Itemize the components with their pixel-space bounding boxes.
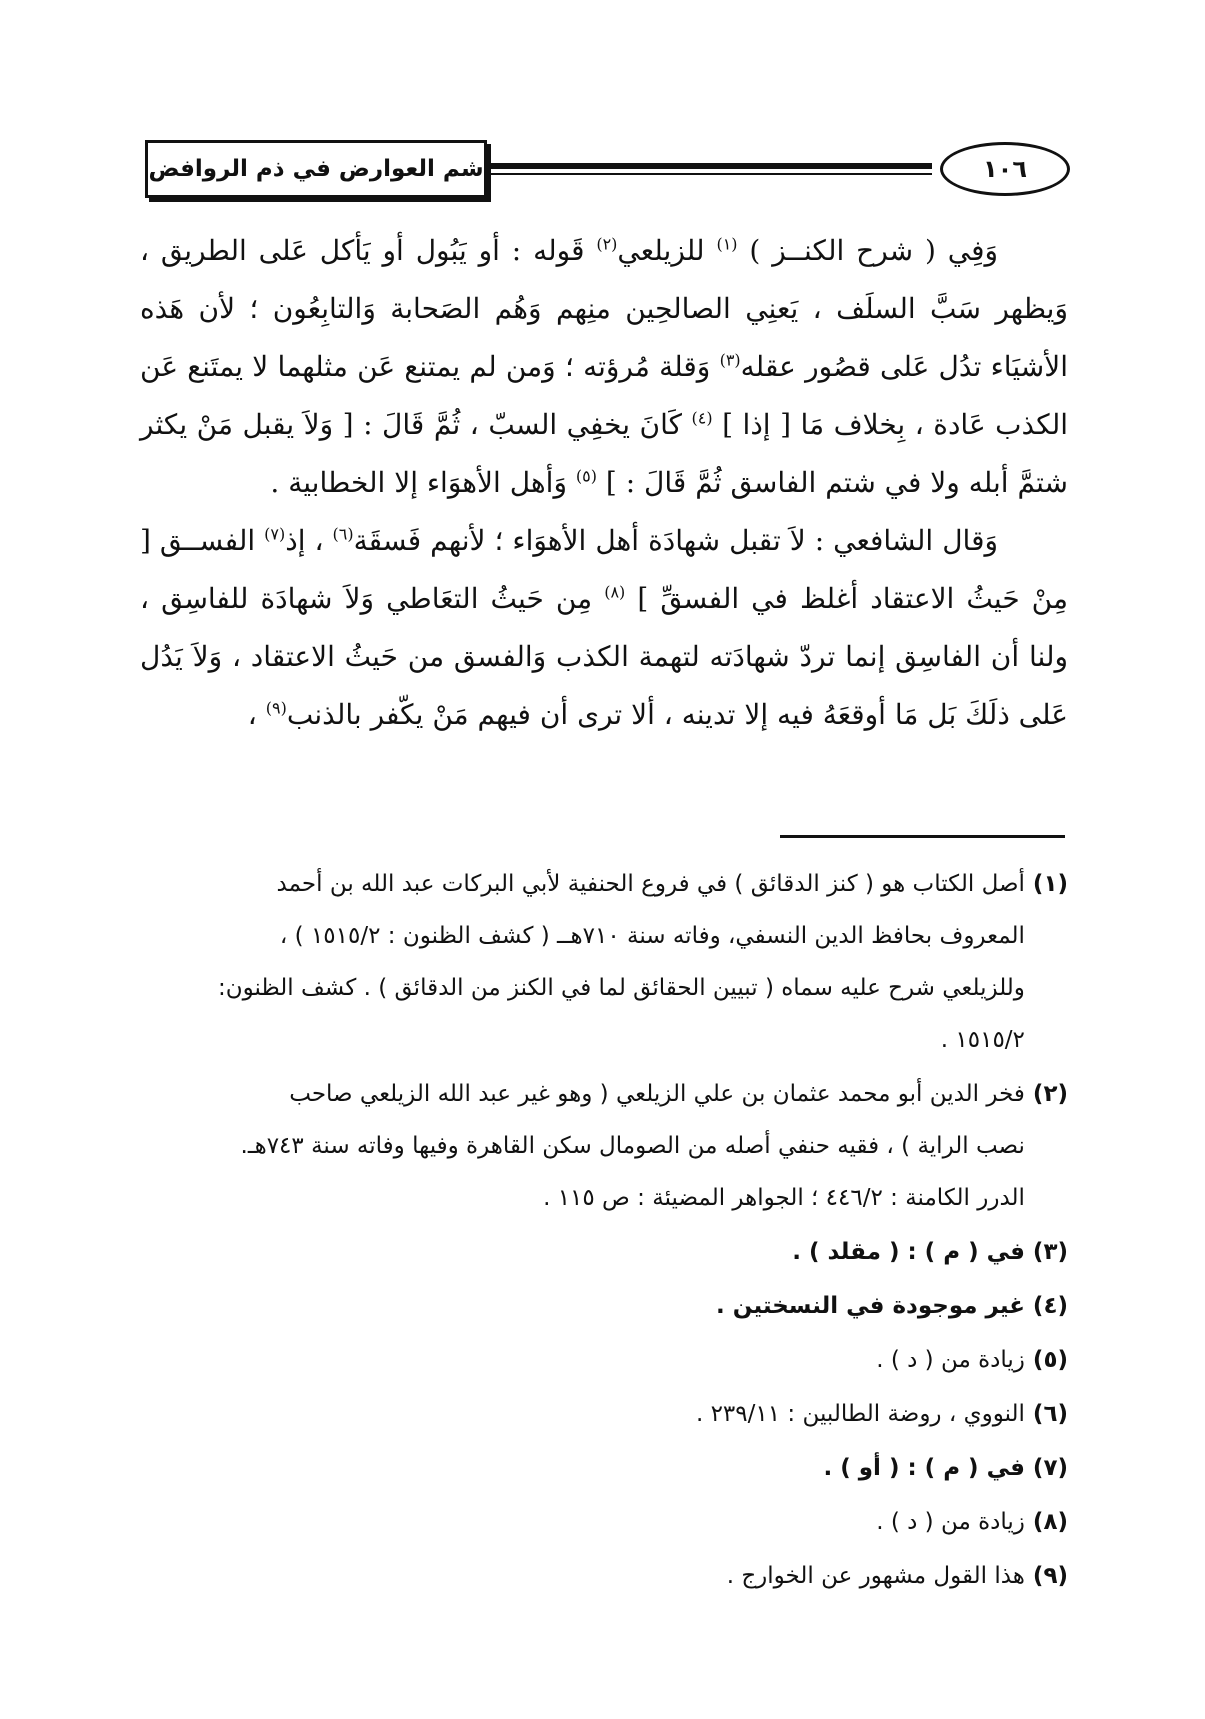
footnote-text xyxy=(130,1334,1025,1386)
footnote-line: في ( م ) : ( مقلد ) . xyxy=(792,1239,1025,1265)
footnote-line: النووي ، روضة الطالبين : ٢٣٩/١١ . xyxy=(695,1401,1025,1427)
footnote-text xyxy=(130,1550,1025,1602)
footnote-line: فخر الدين أبو محمد عثمان بن علي الزيلعي ( وهو غير عبد الله الزيلعي صاحب xyxy=(289,1081,1025,1107)
footnote-number: (٨) xyxy=(1032,1509,1068,1535)
page-header xyxy=(145,140,1070,202)
footnote-line: أصل الكتاب هو ( كنز الدقائق ) في فروع الحنفية لأبي البركات عبد الله بن أحمد xyxy=(276,871,1025,897)
header-rule-thin xyxy=(490,173,932,175)
footnote xyxy=(130,1280,1068,1332)
footnote-reference[interactable]: (٣) xyxy=(719,350,741,370)
footnote-reference[interactable]: (٩) xyxy=(265,698,287,718)
footnote-line: زيادة من ( د ) . xyxy=(876,1509,1025,1535)
footnote-number: (٣) xyxy=(1032,1239,1068,1265)
header-rule xyxy=(490,163,932,169)
body-text-run: وَقلة مُرؤته ؛ وَمن لم يمتنع عَن مثلهما لا يمتَنع عَن الكذب عَادة ، بِخلاف مَا [ إذا ] xyxy=(140,350,1068,441)
footnote-line: غير موجودة في النسختين . xyxy=(716,1293,1025,1319)
footnote xyxy=(130,1068,1068,1224)
footnote xyxy=(130,1388,1068,1440)
footnote-reference[interactable]: (٨) xyxy=(604,582,626,602)
body-paragraph xyxy=(140,512,1068,744)
footnote-line: نصب الراية ) ، فقيه حنفي أصله من الصومال سكن القاهرة وفيها وفاته سنة ٧٤٣هـ. xyxy=(240,1133,1025,1159)
footnote-line: المعروف بحافظ الدين النسفي، وفاته سنة ٧١٠هــ ( كشف الظنون : ١٥١٥/٢ ) ، xyxy=(279,923,1025,949)
footnote-number: (٢) xyxy=(1032,1081,1068,1107)
footnote-text xyxy=(130,1280,1025,1332)
footnotes xyxy=(130,858,1068,1604)
footnote-number: (٦) xyxy=(1032,1401,1068,1427)
body-text-run: وَقال الشافعي : لاَ تقبل شهادَة أهل الأهوَاء ؛ لأنهم فَسقَة xyxy=(353,524,998,557)
book-title: شم العوارض في ذم الروافض xyxy=(145,140,487,198)
footnote-line: الدرر الكامنة : ٤٤٦/٢ ؛ الجواهر المضيئة : ص ١١٥ . xyxy=(543,1185,1025,1211)
footnote xyxy=(130,1550,1068,1602)
footnote-number: (٥) xyxy=(1032,1347,1068,1373)
footnote-number: (١) xyxy=(1032,871,1068,897)
body-text-run: وَأهل الأهوَاء إلا الخطابية . xyxy=(270,466,576,499)
footnote xyxy=(130,1496,1068,1548)
body-text-run: ، إذ xyxy=(285,524,333,557)
footnote-text xyxy=(130,1068,1025,1224)
page-number: ١٠٦ xyxy=(940,142,1070,196)
footnote-text xyxy=(130,1226,1025,1278)
footnote-line: هذا القول مشهور عن الخوارج . xyxy=(726,1563,1025,1589)
footnote-text xyxy=(130,858,1025,1066)
footnote-number: (٤) xyxy=(1032,1293,1068,1319)
footnote-text xyxy=(130,1496,1025,1548)
footnote-number: (٩) xyxy=(1032,1563,1068,1589)
body-text-run: ، xyxy=(247,698,266,731)
footnote xyxy=(130,858,1068,1066)
body-text-run: للزيلعي xyxy=(617,234,717,267)
footnote-reference[interactable]: (٢) xyxy=(596,234,618,254)
body-text-run: وَفِي ( شرح الكنــز ) xyxy=(737,234,999,267)
footnote-reference[interactable]: (١) xyxy=(716,234,738,254)
footnote-reference[interactable]: (٧) xyxy=(264,524,286,544)
body-paragraph xyxy=(140,222,1068,512)
body-text-run: مِن حَيثُ التعَاطي وَلاَ شهادَة للفاسِق ، ولنا أن الفاسِق إنما تردّ شهادَته لتهمة الكذب وَالفسق من حَيثُ الاعتقاد ، وَلاَ يَدُل عَلى ذلَكَ بَل مَا أوقعَهُ فيه إلا تدينه ، ألا ترى أن فيهم مَنْ يكّفر بالذنب xyxy=(140,582,1068,731)
footnote-separator xyxy=(780,835,1065,838)
body-text-run: قَوله : أو يَبُول أو يَأكل عَلى الطريق ، وَيظهر سَبَّ السلَف ، يَعنِي الصالحِين منِهم وَهُم الصَحابة وَالتابِعُون ؛ لأن هَذه الأشيَاء تدُل عَلى قصُور عقله xyxy=(140,234,1068,383)
body-text-run: كَانَ يخفِي السبّ ، ثُمَّ قَالَ : [ وَلاَ يقبل مَنْ يكثر شتمَّ أبله ولا في شتم الفاسق ثُمَّ قَالَ : ] xyxy=(140,408,1068,499)
footnote-reference[interactable]: (٦) xyxy=(332,524,354,544)
footnote-reference[interactable]: (٥) xyxy=(575,466,597,486)
footnote-line: في ( م ) : ( أو ) . xyxy=(823,1455,1025,1481)
footnote-line: زيادة من ( د ) . xyxy=(876,1347,1025,1373)
main-text xyxy=(140,222,1068,744)
footnote xyxy=(130,1334,1068,1386)
footnote-reference[interactable]: (٤) xyxy=(691,408,713,428)
footnote-text xyxy=(130,1388,1025,1440)
body-text-run: الفســق [ مِنْ حَيثُ الاعتقاد أغلظ في الفسقِّ ] xyxy=(140,524,1068,615)
footnote-line: وللزيلعي شرح عليه سماه ( تبيين الحقائق لما في الكنز من الدقائق ) . كشف الظنون: xyxy=(217,975,1025,1001)
footnote-number: (٧) xyxy=(1032,1455,1068,1481)
footnote-line: ١٥١٥/٢ . xyxy=(940,1027,1025,1053)
footnote xyxy=(130,1442,1068,1494)
footnote-text xyxy=(130,1442,1025,1494)
footnote xyxy=(130,1226,1068,1278)
